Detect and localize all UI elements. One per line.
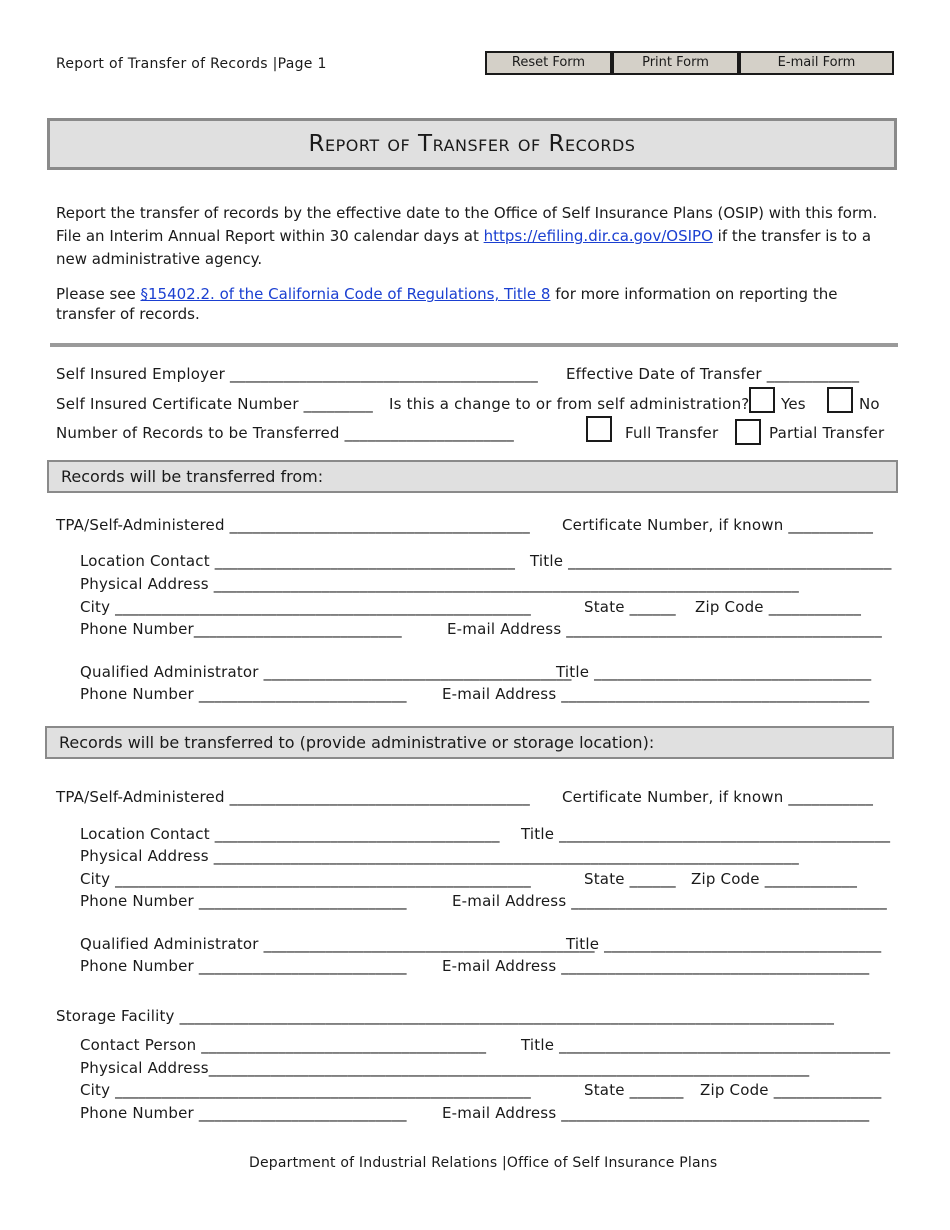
from-phone-field[interactable]: Phone Number___________________________ [80, 620, 402, 638]
storage-state-field[interactable]: State _______ [584, 1081, 684, 1099]
intro-paragraph-2 [56, 284, 896, 324]
to-qualified-administrator-field[interactable]: Qualified Administrator ___________________________________________ [80, 935, 595, 953]
no-checkbox[interactable] [827, 387, 853, 413]
storage-facility-field[interactable]: Storage Facility _____________________________________________________________________________________ [56, 1007, 835, 1025]
regulations-link[interactable]: §15402.2. of the California Code of Regulations, Title 8 [140, 285, 551, 303]
intro-text: if the transfer is to a new administrative agency. [56, 227, 872, 268]
storage-contact-person-field[interactable]: Contact Person _____________________________________ [80, 1036, 487, 1054]
to-title-field[interactable]: Title ___________________________________________ [521, 825, 891, 843]
from-qualified-administrator-field[interactable]: Qualified Administrator ________________________________________ [80, 663, 572, 681]
title-word: ransfer [432, 131, 511, 157]
to-zip-field[interactable]: Zip Code ____________ [691, 870, 858, 888]
from-certificate-field[interactable]: Certificate Number, if known ___________ [562, 516, 874, 534]
title-word: eport [325, 131, 380, 157]
no-label: No [859, 395, 880, 413]
page-footer: Department of Industrial Relations |Office of Self Insurance Plans [249, 1155, 718, 1171]
effective-date-field[interactable]: Effective Date of Transfer ____________ [566, 365, 860, 383]
storage-city-field[interactable]: City ______________________________________________________ [80, 1081, 531, 1099]
to-state-field[interactable]: State ______ [584, 870, 676, 888]
intro-text: for more information on reporting the transfer of records. [56, 285, 838, 323]
full-transfer-label: Full Transfer [625, 424, 719, 442]
page-title [47, 118, 897, 170]
title-letter: R [308, 131, 326, 157]
storage-title-field[interactable]: Title ___________________________________________ [521, 1036, 891, 1054]
yes-label: Yes [781, 395, 806, 413]
title-letter: R [548, 131, 565, 157]
from-tpa-field[interactable]: TPA/Self-Administered _______________________________________ [56, 516, 530, 534]
to-qa-title-field[interactable]: Title ____________________________________ [566, 935, 882, 953]
to-tpa-field[interactable]: TPA/Self-Administered _______________________________________ [56, 788, 530, 806]
from-city-field[interactable]: City ______________________________________________________ [80, 598, 531, 616]
from-physical-address-field[interactable]: Physical Address ____________________________________________________________________________ [80, 575, 799, 593]
to-phone-field[interactable]: Phone Number ___________________________ [80, 892, 407, 910]
to-email-field[interactable]: E-mail Address _________________________________________ [452, 892, 888, 910]
from-title-field[interactable]: Title __________________________________________ [530, 552, 892, 570]
certificate-number-field[interactable]: Self Insured Certificate Number _________ [56, 395, 373, 413]
intro-paragraph-1 [56, 202, 896, 271]
page-header-label: Report of Transfer of Records |Page 1 [56, 56, 327, 72]
self-admin-question: Is this a change to or from self administration? [389, 395, 750, 413]
from-zip-field[interactable]: Zip Code ____________ [695, 598, 862, 616]
intro-text: Report the transfer of records by the effective date to the Office of Self Insurance Plans (OSIP) with this form. File an Interim Annual Report within 30 calendar days at [56, 204, 878, 245]
title-letter: T [418, 131, 433, 157]
from-state-field[interactable]: State ______ [584, 598, 676, 616]
from-qa-phone-field[interactable]: Phone Number ___________________________ [80, 685, 407, 703]
reset-form-button[interactable]: Reset Form [485, 51, 612, 75]
title-word: of [517, 131, 541, 157]
divider [50, 343, 898, 347]
section-heading-from: Records will be transferred from: [47, 460, 898, 493]
partial-transfer-label: Partial Transfer [769, 424, 885, 442]
storage-email-field[interactable]: E-mail Address ________________________________________ [442, 1104, 870, 1122]
number-of-records-field[interactable]: Number of Records to be Transferred ______________________ [56, 424, 515, 442]
employer-field[interactable]: Self Insured Employer ________________________________________ [56, 365, 538, 383]
title-word: of [387, 131, 411, 157]
from-location-contact-field[interactable]: Location Contact _______________________________________ [80, 552, 516, 570]
from-qa-email-field[interactable]: E-mail Address ________________________________________ [442, 685, 870, 703]
section-heading-to: Records will be transferred to (provide administrative or storage location): [45, 726, 894, 759]
partial-transfer-checkbox[interactable] [735, 419, 761, 445]
storage-physical-address-field[interactable]: Physical Address______________________________________________________________________________ [80, 1059, 810, 1077]
full-transfer-checkbox[interactable] [586, 416, 612, 442]
to-qa-email-field[interactable]: E-mail Address ________________________________________ [442, 957, 870, 975]
storage-zip-field[interactable]: Zip Code ______________ [700, 1081, 882, 1099]
to-physical-address-field[interactable]: Physical Address ____________________________________________________________________________ [80, 847, 799, 865]
to-location-contact-field[interactable]: Location Contact _____________________________________ [80, 825, 500, 843]
from-qa-title-field[interactable]: Title ____________________________________ [556, 663, 872, 681]
yes-checkbox[interactable] [749, 387, 775, 413]
print-form-button[interactable]: Print Form [612, 51, 739, 75]
title-word: ecords [564, 131, 636, 157]
efiling-link[interactable]: https://efiling.dir.ca.gov/OSIPO [483, 227, 713, 245]
intro-text: Please see [56, 285, 141, 303]
from-email-field[interactable]: E-mail Address _________________________________________ [447, 620, 883, 638]
storage-phone-field[interactable]: Phone Number ___________________________ [80, 1104, 407, 1122]
to-city-field[interactable]: City ______________________________________________________ [80, 870, 531, 888]
email-form-button[interactable]: E-mail Form [739, 51, 894, 75]
to-qa-phone-field[interactable]: Phone Number ___________________________ [80, 957, 407, 975]
to-certificate-field[interactable]: Certificate Number, if known ___________ [562, 788, 874, 806]
